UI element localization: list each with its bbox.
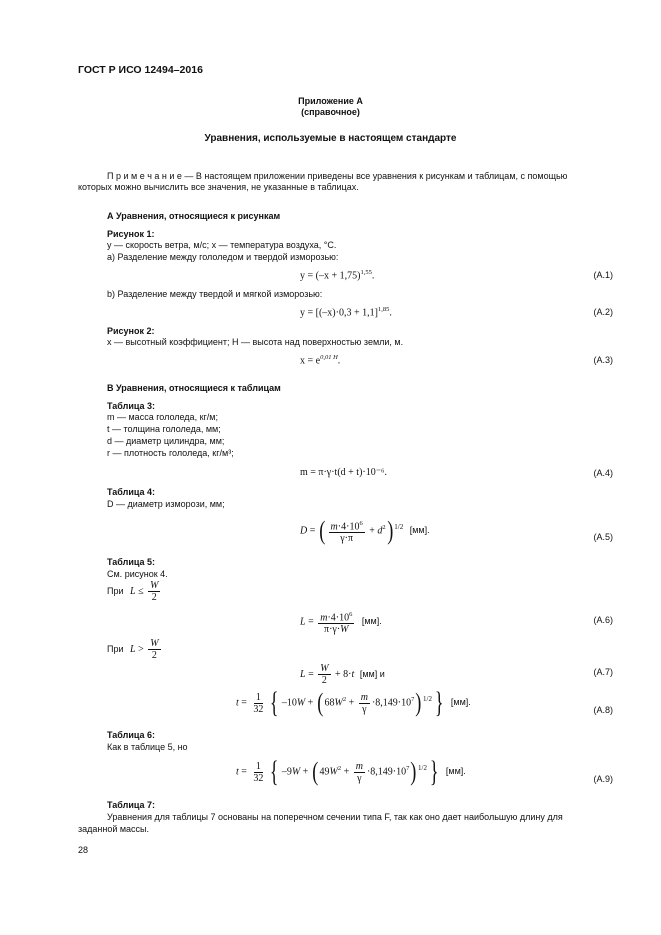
- appendix-subtitle: (справочное): [301, 107, 360, 117]
- figure-2-vars: x — высотный коэффициент; H — высота над поверхностью земли, м.: [107, 337, 404, 347]
- equation-a9-number: (A.9): [593, 774, 613, 784]
- equation-a3: $x = e^{0,01 H}$.: [300, 354, 341, 367]
- note-line-1: П р и м е ч а н и е — В настоящем приложении приведены все уравнения к рисункам и таблицам, с помощью: [107, 171, 568, 181]
- table-3-title: Таблица 3:: [107, 401, 156, 411]
- section-a-heading: А Уравнения, относящиеся к рисункам: [107, 211, 281, 221]
- table-6-title: Таблица 6:: [107, 730, 156, 740]
- table-3-var-t: t — толщина гололеда, мм;: [107, 424, 221, 434]
- equation-a4: m = π·γ·t(d + t)·10⁻⁶.: [300, 467, 387, 478]
- table-3-var-r: r — плотность гололеда, кг/м³;: [107, 448, 234, 458]
- figure-2-title: Рисунок 2:: [107, 326, 155, 336]
- table-4-title: Таблица 4:: [107, 487, 156, 497]
- figure-1-vars: y — скорость ветра, м/с; x — температура воздуха, °C.: [107, 240, 337, 250]
- equation-a3-number: (A.3): [593, 355, 613, 365]
- section-b-heading: В Уравнения, относящиеся к таблицам: [107, 383, 281, 393]
- standard-code: ГОСТ Р ИСО 12494–2016: [78, 64, 203, 76]
- table-4-var-d: D — диаметр изморози, мм;: [107, 499, 225, 509]
- table-5-title: Таблица 5:: [107, 557, 156, 567]
- table-7-line-2: заданной массы.: [78, 824, 150, 834]
- equation-a5-number: (A.5): [593, 532, 613, 542]
- equation-a2: $y = [(-x)\cdot 0,3 + 1,1]^{1,85}$.: [300, 306, 392, 319]
- equation-a1-number: (A.1): [593, 270, 613, 280]
- equation-a1: $y = (-x + 1,75)^{1,55}$.: [300, 269, 375, 282]
- table-5-ref: См. рисунок 4.: [107, 569, 168, 579]
- figure-1-b-text: b) Разделение между твердой и мягкой изморозью:: [107, 289, 323, 299]
- equation-a8: t = $\frac{1}{32}$ { $-10W + (68W^2$ + $\frac{m}{\gamma}$ $\cdot 8,149\cdot 10^7)^{1/2}$} [мм].: [236, 686, 471, 719]
- table-5-condition-2: При L > $\frac{W}{2}$: [107, 638, 159, 661]
- equation-a7-number: (A.7): [593, 667, 613, 677]
- equation-a9: t = $\frac{1}{32}$ { $-9W + (49W^2$ + $\frac{m}{\gamma}$ $\cdot 8,149\cdot 10^7)^{1/2}$} [мм].: [236, 755, 466, 788]
- figure-1-title: Рисунок 1:: [107, 229, 155, 239]
- equation-a5: D = ( $\frac{m\cdot 4\cdot 10^6}{\gamma\cdot\pi}$ + $d^2)^{1/2}$ [мм].: [300, 516, 430, 546]
- figure-1-a-text: а) Разделение между гололедом и твердой изморозью:: [107, 252, 339, 262]
- appendix-title: Приложение А: [298, 96, 363, 106]
- table-6-ref: Как в таблице 5, но: [107, 742, 188, 752]
- equation-a7: L = $\frac{W}{2}$ + 8·t [мм] и: [300, 663, 385, 686]
- note-line-2: которых можно вычислить все значения, не указанные в таблицах.: [78, 182, 359, 192]
- table-5-condition-1: При L ≤ $\frac{W}{2}$: [107, 580, 159, 603]
- table-3-var-d: d — диаметр цилиндра, мм;: [107, 436, 225, 446]
- equation-a2-number: (A.2): [593, 307, 613, 317]
- equation-a8-number: (A.8): [593, 705, 613, 715]
- table-7-line-1: Уравнения для таблицы 7 основаны на поперечном сечении типа F, так как оно дает наибольшую длину для: [107, 812, 563, 822]
- appendix-heading: Уравнения, используемые в настоящем стандарте: [204, 133, 457, 144]
- equation-a4-number: (A.4): [593, 468, 613, 478]
- table-7-title: Таблица 7:: [107, 800, 156, 810]
- page-number: 28: [78, 845, 89, 855]
- equation-a6: L = $\frac{m\cdot 4\cdot 10^6}{\pi\cdot\gamma\cdot W}$ [мм].: [300, 611, 382, 636]
- table-3-var-m: m — масса гололеда, кг/м;: [107, 412, 218, 422]
- equation-a6-number: (A.6): [593, 615, 613, 625]
